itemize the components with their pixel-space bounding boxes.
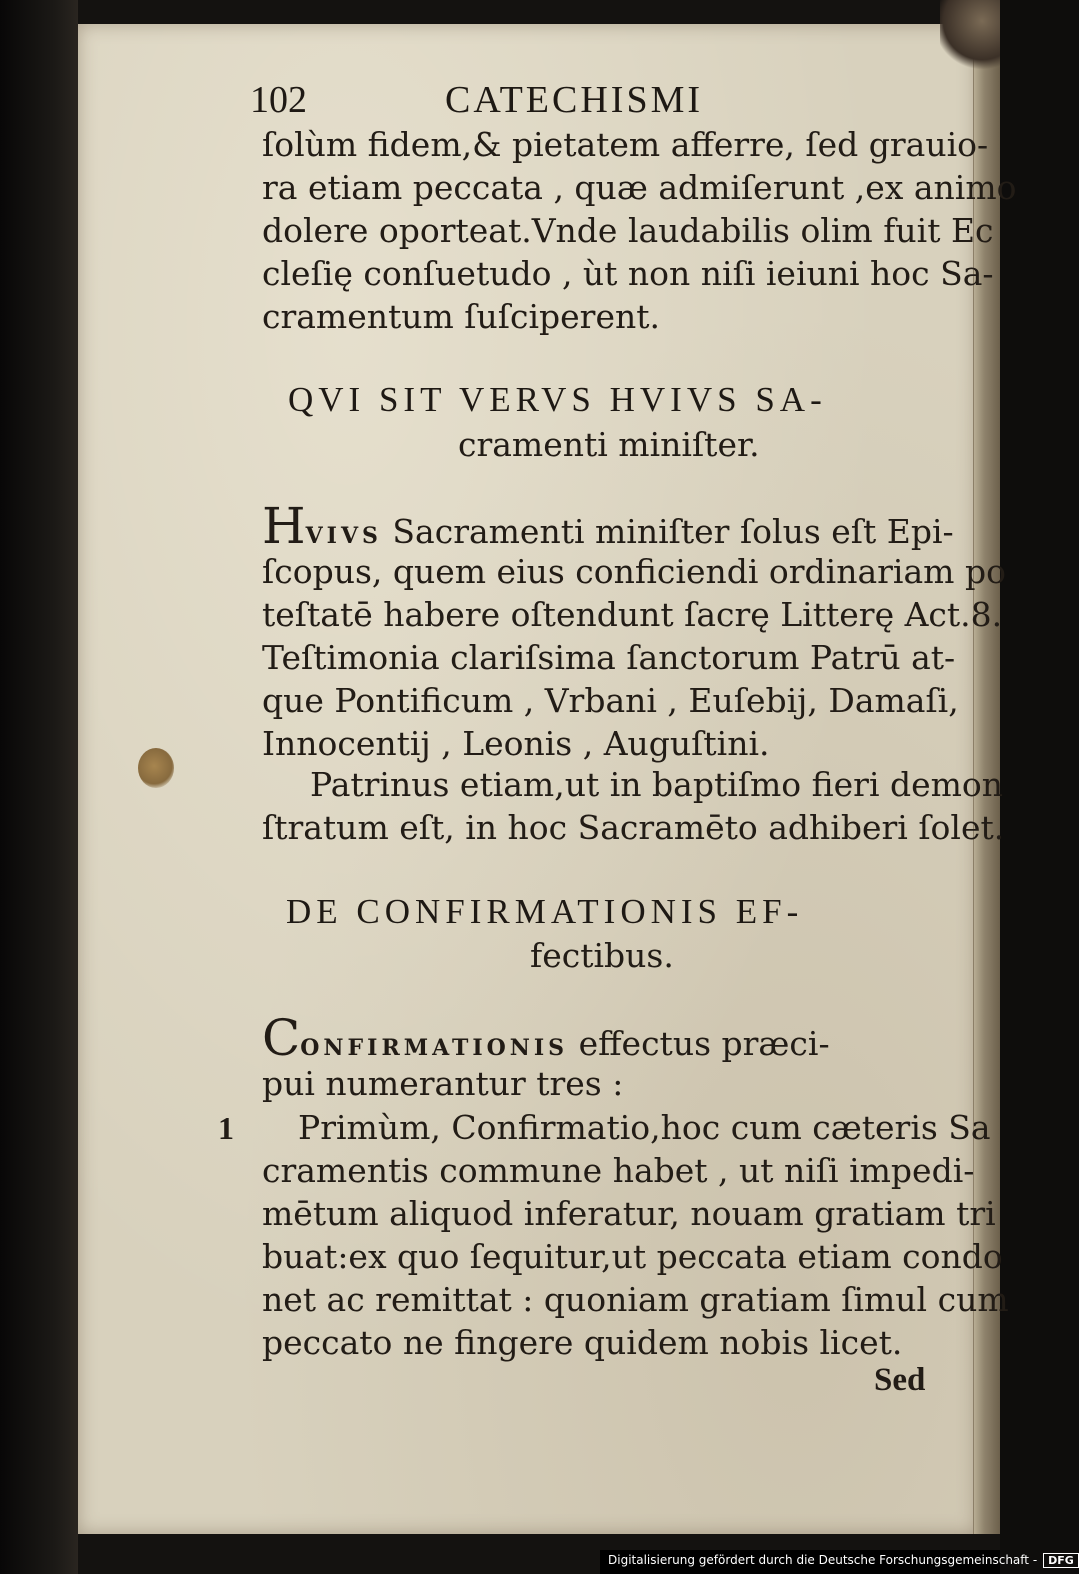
text-line: peccato ne fingere quidem nobis licet.	[262, 1323, 903, 1362]
text-line: cramentum ſuſciperent.	[262, 297, 660, 336]
text-line: Innocentij , Leonis , Auguſtini.	[262, 724, 770, 763]
text-line: mētum aliquod inferatur, nouam gratiam tri	[262, 1194, 996, 1233]
paper-stain	[138, 748, 174, 788]
margin-number: 1	[218, 1110, 234, 1146]
section-heading-continuation: cramenti miniſter.	[458, 425, 760, 464]
page-header	[250, 78, 950, 126]
text-line: Teſtimonia clariſsima ſanctorum Patrū at-	[262, 638, 956, 677]
text-line: que Pontificum , Vrbani , Euſebij, Damaſi,	[262, 681, 959, 720]
text-line	[262, 497, 954, 556]
credit-text: Digitalisierung gefördert durch die Deutsche Forschungsgemeinschaft -	[608, 1553, 1038, 1567]
section-heading: DE CONFIRMATIONIS EF-	[286, 892, 804, 931]
text-line: cramentis commune habet , ut niſi impedi-	[262, 1151, 975, 1190]
text-line: Patrinus etiam,ut in baptiſmo fieri demon	[310, 765, 1004, 804]
section-heading: QVI SIT VERVS HVIVS SA-	[288, 380, 827, 419]
catchword: Sed	[874, 1362, 926, 1398]
text-fragment: effectus præci-	[568, 1024, 830, 1063]
text-line: ſtratum eſt, in hoc Sacramēto adhiberi ſolet.	[262, 808, 1005, 847]
text-line: buat:ex quo ſequitur,ut peccata etiam condo	[262, 1237, 1003, 1276]
text-line: cleſię conſuetudo , ùt non niſi ieiuni hoc Sa-	[262, 254, 994, 293]
text-fragment: Sacramenti miniſter ſolus eſt Epi-	[381, 512, 954, 551]
drop-capital: C	[262, 1009, 301, 1067]
small-caps-word: VIVS	[305, 523, 382, 549]
text-line: ra etiam peccata , quæ admiſerunt ,ex animo	[262, 168, 1017, 207]
corner-stain	[940, 0, 1000, 70]
funding-credit	[608, 1553, 1079, 1568]
text-line: ſcopus, quem eius conficiendi ordinariam po	[262, 552, 1006, 591]
digitization-footer	[600, 1550, 1074, 1574]
binding-shadow	[0, 0, 78, 1574]
page-number: 102	[250, 79, 307, 121]
text-line: ſolùm fidem,& pietatem afferre, ſed grauio-	[262, 125, 989, 164]
text-line: pui numerantur tres :	[262, 1064, 624, 1103]
dfg-logo: DFG	[1043, 1553, 1079, 1568]
text-line: Primùm, Confirmatio,hoc cum cæteris Sa	[298, 1108, 991, 1147]
small-caps-word: ONFIRMATIONIS	[300, 1035, 569, 1061]
text-line: net ac remittat : quoniam gratiam ſimul cum	[262, 1280, 1009, 1319]
running-head: CATECHISMI	[445, 79, 704, 121]
text-line: dolere oporteat.Vnde laudabilis olim fuit Ec	[262, 211, 994, 250]
text-line: teſtatē habere oſtendunt ſacrę Litterę Act.8.	[262, 595, 1003, 634]
text-line	[262, 1009, 830, 1068]
section-heading-continuation: fectibus.	[530, 936, 674, 975]
drop-capital: H	[262, 497, 306, 555]
